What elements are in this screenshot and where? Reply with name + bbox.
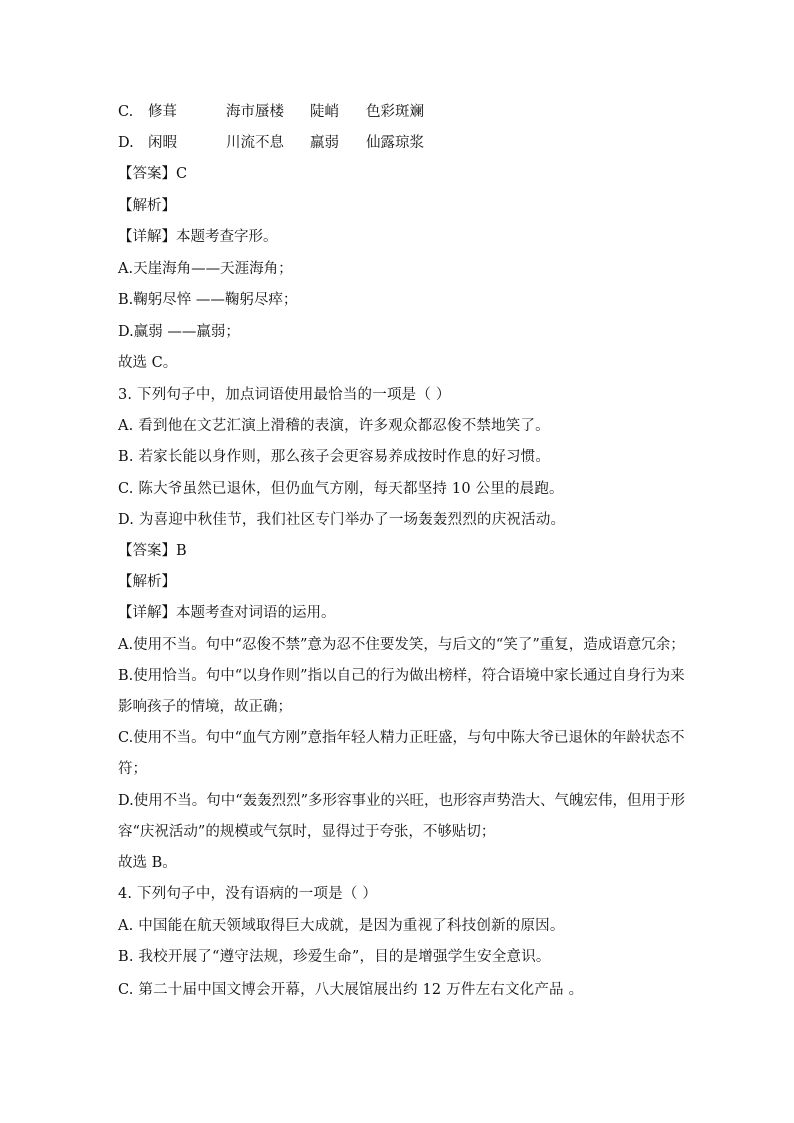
- option-d-word-1: 闲暇: [148, 135, 177, 151]
- q3-explain-b-line2: 影响孩子的情境，故正确；: [118, 699, 292, 715]
- q4-option-c: C. 第二十届中国文博会开幕，八大展馆展出约 12 万件左右文化产品 。: [118, 982, 584, 998]
- q3-stem: 3. 下列句子中，加点词语使用最恰当的一项是（ ）: [118, 387, 451, 403]
- option-d-word-3: 羸弱: [310, 135, 339, 151]
- option-d-word-2: 川流不息: [226, 135, 284, 151]
- q3-explain-d-line1: D.使用不当。句中“轰轰烈烈”多形容事业的兴旺，也形容声势浩大、气魄宏伟，但用于形: [118, 793, 686, 809]
- q3-option-d: D. 为喜迎中秋佳节，我们社区专门举办了一场轰轰烈烈的庆祝活动。: [118, 512, 566, 528]
- q3-option-c: C. 陈大爷虽然已退休，但仍血气方刚，每天都坚持 10 公里的晨跑。: [118, 481, 564, 497]
- q3-explain-d-line2: 容“庆祝活动”的规模或气氛时，显得过于夸张，不够贴切；: [118, 824, 496, 840]
- q3-analysis-heading: 【解析】: [118, 574, 176, 590]
- q3-explain-c-line1: C.使用不当。句中“血气方刚”意指年轻人精力正旺盛，与句中陈大爷已退休的年龄状态不: [118, 730, 685, 746]
- q3-explain-c-line2: 符；: [118, 761, 147, 777]
- q2-explain-b: B.鞠躬尽悴 ——鞠躬尽瘁；: [118, 292, 298, 308]
- option-c-label: C.: [118, 104, 134, 120]
- option-c-word-1: 修葺: [148, 104, 177, 120]
- q2-answer: 【答案】C: [118, 166, 188, 182]
- q3-conclusion: 故选 B。: [118, 855, 177, 871]
- q3-answer: 【答案】B: [118, 543, 187, 559]
- q4-stem: 4. 下列句子中，没有语病的一项是（ ）: [118, 886, 378, 902]
- q3-option-a: A. 看到他在文艺汇演上滑稽的表演，许多观众都忍俊不禁地笑了。: [118, 418, 550, 434]
- option-d-row: [118, 133, 684, 153]
- q3-option-b: B. 若家长能以身作则，那么孩子会更容易养成按时作息的好习惯。: [118, 449, 551, 465]
- q2-conclusion: 故选 C。: [118, 355, 178, 371]
- q4-option-a: A. 中国能在航天领域取得巨大成就，是因为重视了科技创新的原因。: [118, 918, 565, 934]
- option-c-row: [118, 102, 684, 122]
- option-c-word-3: 陡峭: [310, 104, 339, 120]
- option-d-word-4: 仙露琼浆: [366, 135, 424, 151]
- option-c-word-2: 海市蜃楼: [226, 104, 284, 120]
- q2-explain-d: D.赢弱 ——羸弱；: [118, 324, 240, 340]
- option-c-word-4: 色彩斑斓: [366, 104, 424, 120]
- option-d-label: D.: [118, 135, 134, 151]
- q3-explain-b-line1: B.使用恰当。句中“以身作则”指以自己的行为做出榜样，符合语境中家长通过自身行为来: [118, 668, 685, 684]
- q3-detail: 【详解】本题考查对词语的运用。: [118, 605, 336, 621]
- q4-option-b: B. 我校开展了“遵守法规，珍爱生命”，目的是增强学生安全意识。: [118, 949, 551, 965]
- q2-explain-a: A.天崖海角——天涯海角；: [118, 261, 293, 277]
- q2-analysis-heading: 【解析】: [118, 198, 176, 214]
- q3-explain-a: A.使用不当。句中“忍俊不禁”意为忍不住要发笑，与后文的“笑了”重复，造成语意冗余；: [118, 637, 685, 653]
- q2-detail: 【详解】本题考查字形。: [118, 229, 278, 245]
